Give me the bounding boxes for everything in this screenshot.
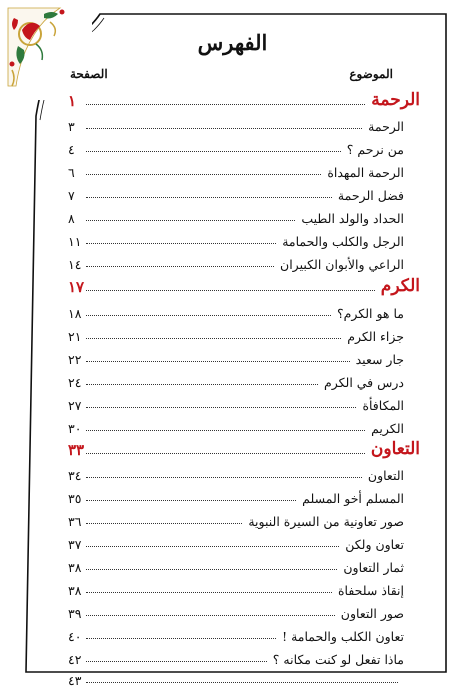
page-title: الفهرس bbox=[197, 30, 268, 55]
dot-leader bbox=[86, 220, 295, 221]
toc-item-title: المسلم أخو المسلم bbox=[302, 491, 404, 506]
toc-item-title: المكافأة bbox=[362, 398, 404, 413]
dot-leader bbox=[86, 638, 276, 639]
toc-item-row[interactable] bbox=[68, 507, 420, 529]
dot-leader bbox=[86, 430, 365, 431]
toc-item-title: صور تعاونية من السيرة النبوية bbox=[248, 514, 404, 529]
toc-item-title: إنقاذ سلحفاة bbox=[338, 583, 404, 598]
toc-page-number: ١ bbox=[68, 92, 77, 110]
dot-leader bbox=[86, 361, 350, 362]
toc-page-number: ٤ bbox=[68, 142, 75, 157]
toc-page-number: ٢٧ bbox=[68, 398, 82, 413]
toc-item-row[interactable] bbox=[68, 553, 420, 575]
dot-leader bbox=[86, 197, 332, 198]
toc-item-title: ثمار التعاون bbox=[343, 560, 404, 575]
toc-page-number: ١٨ bbox=[68, 306, 82, 321]
toc-item-row[interactable] bbox=[68, 250, 420, 272]
toc-section-row[interactable] bbox=[68, 437, 420, 459]
toc-item-title: التعاون bbox=[367, 468, 404, 483]
toc-section-row[interactable] bbox=[68, 88, 420, 110]
dot-leader bbox=[86, 151, 341, 152]
toc-item-row[interactable] bbox=[68, 368, 420, 390]
toc-item-row[interactable] bbox=[68, 484, 420, 506]
dot-leader bbox=[86, 661, 267, 662]
toc-item-row[interactable] bbox=[68, 391, 420, 413]
toc-item-row[interactable] bbox=[68, 530, 420, 552]
toc-page-number: ١١ bbox=[68, 234, 82, 249]
toc-item-row[interactable] bbox=[68, 666, 420, 688]
toc-page-number: ٨ bbox=[68, 211, 75, 226]
toc-item-title: الراعي والأبوان الكبيران bbox=[280, 257, 404, 272]
toc-item-row[interactable] bbox=[68, 227, 420, 249]
toc-item-title: الرحمة bbox=[368, 119, 404, 134]
dot-leader bbox=[86, 546, 339, 547]
toc-item-title: تعاون ولكن bbox=[345, 537, 404, 552]
toc-item-title: صور التعاون bbox=[340, 606, 404, 621]
toc-item-row[interactable] bbox=[68, 112, 420, 134]
toc-item-row[interactable] bbox=[68, 345, 420, 367]
dot-leader bbox=[86, 453, 365, 454]
toc-page-number: ١٧ bbox=[68, 278, 85, 296]
toc-item-row[interactable] bbox=[68, 135, 420, 157]
toc-item-title: جار سعيد bbox=[355, 352, 404, 367]
toc-page-number: ٤٠ bbox=[68, 629, 82, 644]
toc-page-number: ٢٢ bbox=[68, 352, 82, 367]
toc-section-title: الرحمة bbox=[371, 90, 420, 110]
toc-page-number: ٣٥ bbox=[68, 491, 82, 506]
toc-page-number: ٧ bbox=[68, 188, 75, 203]
toc-item-row[interactable] bbox=[68, 461, 420, 483]
toc-page-number: ٦ bbox=[68, 165, 75, 180]
toc-item-row[interactable] bbox=[68, 181, 420, 203]
toc-item-row[interactable] bbox=[68, 645, 420, 667]
toc-page-number: ٢٤ bbox=[68, 375, 82, 390]
toc-item-title: ماذا تفعل لو كنت مكانه ؟ bbox=[272, 652, 404, 667]
toc-item-title: الرجل والكلب والحمامة bbox=[282, 234, 404, 249]
dot-leader bbox=[86, 315, 331, 316]
dot-leader bbox=[86, 592, 332, 593]
toc-item-title: تعاون الكلب والحمامة ! bbox=[282, 629, 404, 644]
dot-leader bbox=[86, 500, 296, 501]
dot-leader bbox=[86, 338, 341, 339]
toc-section-row[interactable] bbox=[68, 274, 420, 296]
toc-page-number: ١٤ bbox=[68, 257, 82, 272]
toc-item-title: الحداد والولد الطيب bbox=[301, 211, 404, 226]
dot-leader bbox=[86, 266, 274, 267]
toc-page-number: ٣٨ bbox=[68, 583, 82, 598]
dot-leader bbox=[86, 523, 242, 524]
dot-leader bbox=[86, 407, 356, 408]
toc-item-title: من نرحم ؟ bbox=[346, 142, 404, 157]
toc-page-number: ٣٩ bbox=[68, 606, 82, 621]
toc-item-row[interactable] bbox=[68, 576, 420, 598]
toc-item-row[interactable] bbox=[68, 158, 420, 180]
toc-item-row[interactable] bbox=[68, 299, 420, 321]
toc-page-number: ٣٦ bbox=[68, 514, 82, 529]
dot-leader bbox=[86, 104, 365, 105]
toc-page-number: ٤٢ bbox=[68, 652, 82, 667]
toc-section-title: التعاون bbox=[370, 439, 420, 459]
toc-item-row[interactable] bbox=[68, 322, 420, 344]
toc-page-number: ٣ bbox=[68, 119, 75, 134]
page-column-header: الصفحة bbox=[70, 67, 108, 81]
toc-item-title: درس في الكرم bbox=[323, 375, 404, 390]
dot-leader bbox=[86, 569, 337, 570]
toc-item-row[interactable] bbox=[68, 204, 420, 226]
toc-page-number: ٤٣ bbox=[68, 673, 82, 688]
toc-item-title: فضل الرحمة bbox=[337, 188, 404, 203]
topic-column-header: الموضوع bbox=[349, 67, 393, 81]
toc-item-row[interactable] bbox=[68, 599, 420, 621]
dot-leader bbox=[86, 128, 362, 129]
toc-item-title: الرحمة المهداة bbox=[327, 165, 404, 180]
toc-item-title: الكريم bbox=[371, 421, 404, 436]
dot-leader bbox=[86, 615, 335, 616]
toc-item-row[interactable] bbox=[68, 622, 420, 644]
toc-page-number: ٣٨ bbox=[68, 560, 82, 575]
toc-page-number: ٣٣ bbox=[68, 441, 85, 459]
dot-leader bbox=[86, 290, 375, 291]
dot-leader bbox=[86, 243, 276, 244]
toc-item-title: ما هو الكرم؟ bbox=[337, 306, 404, 321]
toc-page-number: ٣٤ bbox=[68, 468, 82, 483]
toc-item-title: جزاء الكرم bbox=[347, 329, 404, 344]
toc-page-number: ٣٠ bbox=[68, 421, 82, 436]
toc-page-number: ٢١ bbox=[68, 329, 82, 344]
toc-section-title: الكرم bbox=[380, 276, 420, 296]
toc-page-number: ٣٧ bbox=[68, 537, 82, 552]
dot-leader bbox=[86, 682, 398, 683]
dot-leader bbox=[86, 477, 362, 478]
toc-item-row[interactable] bbox=[68, 414, 420, 436]
dot-leader bbox=[86, 174, 321, 175]
dot-leader bbox=[86, 384, 318, 385]
